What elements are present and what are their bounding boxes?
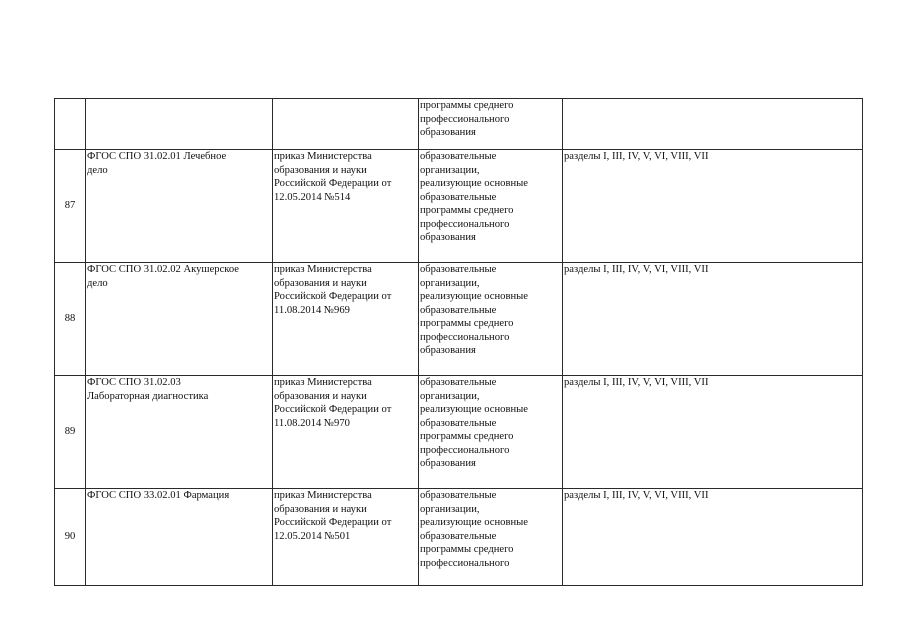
org-line: образовательные <box>420 151 497 162</box>
org-line: организации, <box>420 390 480 402</box>
name-line: ФГОС СПО 33.02.01 Фармация <box>87 490 230 501</box>
name-line: ФГОС СПО 31.02.01 Лечебное <box>87 151 227 162</box>
org-line: образовательные <box>420 191 497 203</box>
order-line: приказ Министерства <box>274 264 372 275</box>
cell-number: 87 <box>55 150 86 263</box>
org-line: организации, <box>420 164 480 176</box>
org-line: программы среднего <box>420 431 514 442</box>
org-line: реализующие основные <box>420 291 528 302</box>
org-line: образовательные <box>420 304 497 316</box>
org-line: реализующие основные <box>420 178 528 189</box>
order-line: Российской Федерации от <box>274 178 392 189</box>
org-line: программы среднего <box>420 100 514 111</box>
cell-number <box>55 99 86 150</box>
cell-sections: разделы I, III, IV, V, VI, VIII, VII <box>563 489 863 586</box>
table-row <box>55 489 863 586</box>
order-line: образования и науки <box>274 390 367 402</box>
cell-organizations <box>419 489 563 586</box>
cell-standard-name <box>86 376 273 489</box>
org-line: программы среднего <box>420 205 514 216</box>
org-line: образования <box>420 458 476 469</box>
order-line: приказ Министерства <box>274 151 372 162</box>
name-line: Лабораторная диагностика <box>87 390 209 402</box>
standards-table <box>54 98 863 586</box>
cell-sections <box>563 99 863 150</box>
cell-number: 88 <box>55 263 86 376</box>
org-line: профессионального <box>420 331 510 343</box>
cell-number: 89 <box>55 376 86 489</box>
order-line: Российской Федерации от <box>274 517 392 528</box>
org-line: профессионального <box>420 557 510 569</box>
org-line: организации, <box>420 277 480 289</box>
org-line: программы среднего <box>420 318 514 329</box>
org-line: образовательные <box>420 417 497 429</box>
order-line: образования и науки <box>274 503 367 515</box>
cell-standard-name <box>86 99 273 150</box>
order-line: Российской Федерации от <box>274 404 392 415</box>
cell-number: 90 <box>55 489 86 586</box>
org-line: организации, <box>420 503 480 515</box>
org-line: образования <box>420 232 476 243</box>
cell-sections: разделы I, III, IV, V, VI, VIII, VII <box>563 376 863 489</box>
org-line: образовательные <box>420 490 497 501</box>
cell-standard-name <box>86 150 273 263</box>
name-line: дело <box>87 277 108 289</box>
org-line: реализующие основные <box>420 404 528 415</box>
cell-organizations <box>419 99 563 150</box>
org-line: реализующие основные <box>420 517 528 528</box>
table-row <box>55 376 863 489</box>
table-row-continuation <box>55 99 863 150</box>
cell-order <box>273 376 419 489</box>
order-line: 12.05.2014 №514 <box>274 191 351 203</box>
org-line: профессионального <box>420 113 510 125</box>
org-line: образовательные <box>420 530 497 542</box>
org-line: профессионального <box>420 218 510 230</box>
cell-standard-name <box>86 489 273 586</box>
order-line: образования и науки <box>274 164 367 176</box>
cell-sections: разделы I, III, IV, V, VI, VIII, VII <box>563 263 863 376</box>
order-line: 12.05.2014 №501 <box>274 530 351 542</box>
cell-order <box>273 150 419 263</box>
order-line: 11.08.2014 №969 <box>274 304 350 316</box>
table-row <box>55 263 863 376</box>
name-line: дело <box>87 164 108 176</box>
cell-organizations <box>419 263 563 376</box>
org-line: профессионального <box>420 444 510 456</box>
name-line: ФГОС СПО 31.02.02 Акушерское <box>87 264 240 275</box>
cell-order <box>273 489 419 586</box>
org-line: образования <box>420 345 476 356</box>
cell-order <box>273 263 419 376</box>
cell-organizations <box>419 376 563 489</box>
order-line: приказ Министерства <box>274 490 372 501</box>
order-line: приказ Министерства <box>274 377 372 388</box>
org-line: образования <box>420 127 476 138</box>
cell-organizations <box>419 150 563 263</box>
org-line: образовательные <box>420 377 497 388</box>
table-row <box>55 150 863 263</box>
order-line: образования и науки <box>274 277 367 289</box>
org-line: программы среднего <box>420 544 514 555</box>
cell-sections: разделы I, III, IV, V, VI, VIII, VII <box>563 150 863 263</box>
name-line: ФГОС СПО 31.02.03 <box>87 377 181 388</box>
order-line: 11.08.2014 №970 <box>274 417 350 429</box>
order-line: Российской Федерации от <box>274 291 392 302</box>
cell-standard-name <box>86 263 273 376</box>
org-line: образовательные <box>420 264 497 275</box>
cell-order <box>273 99 419 150</box>
